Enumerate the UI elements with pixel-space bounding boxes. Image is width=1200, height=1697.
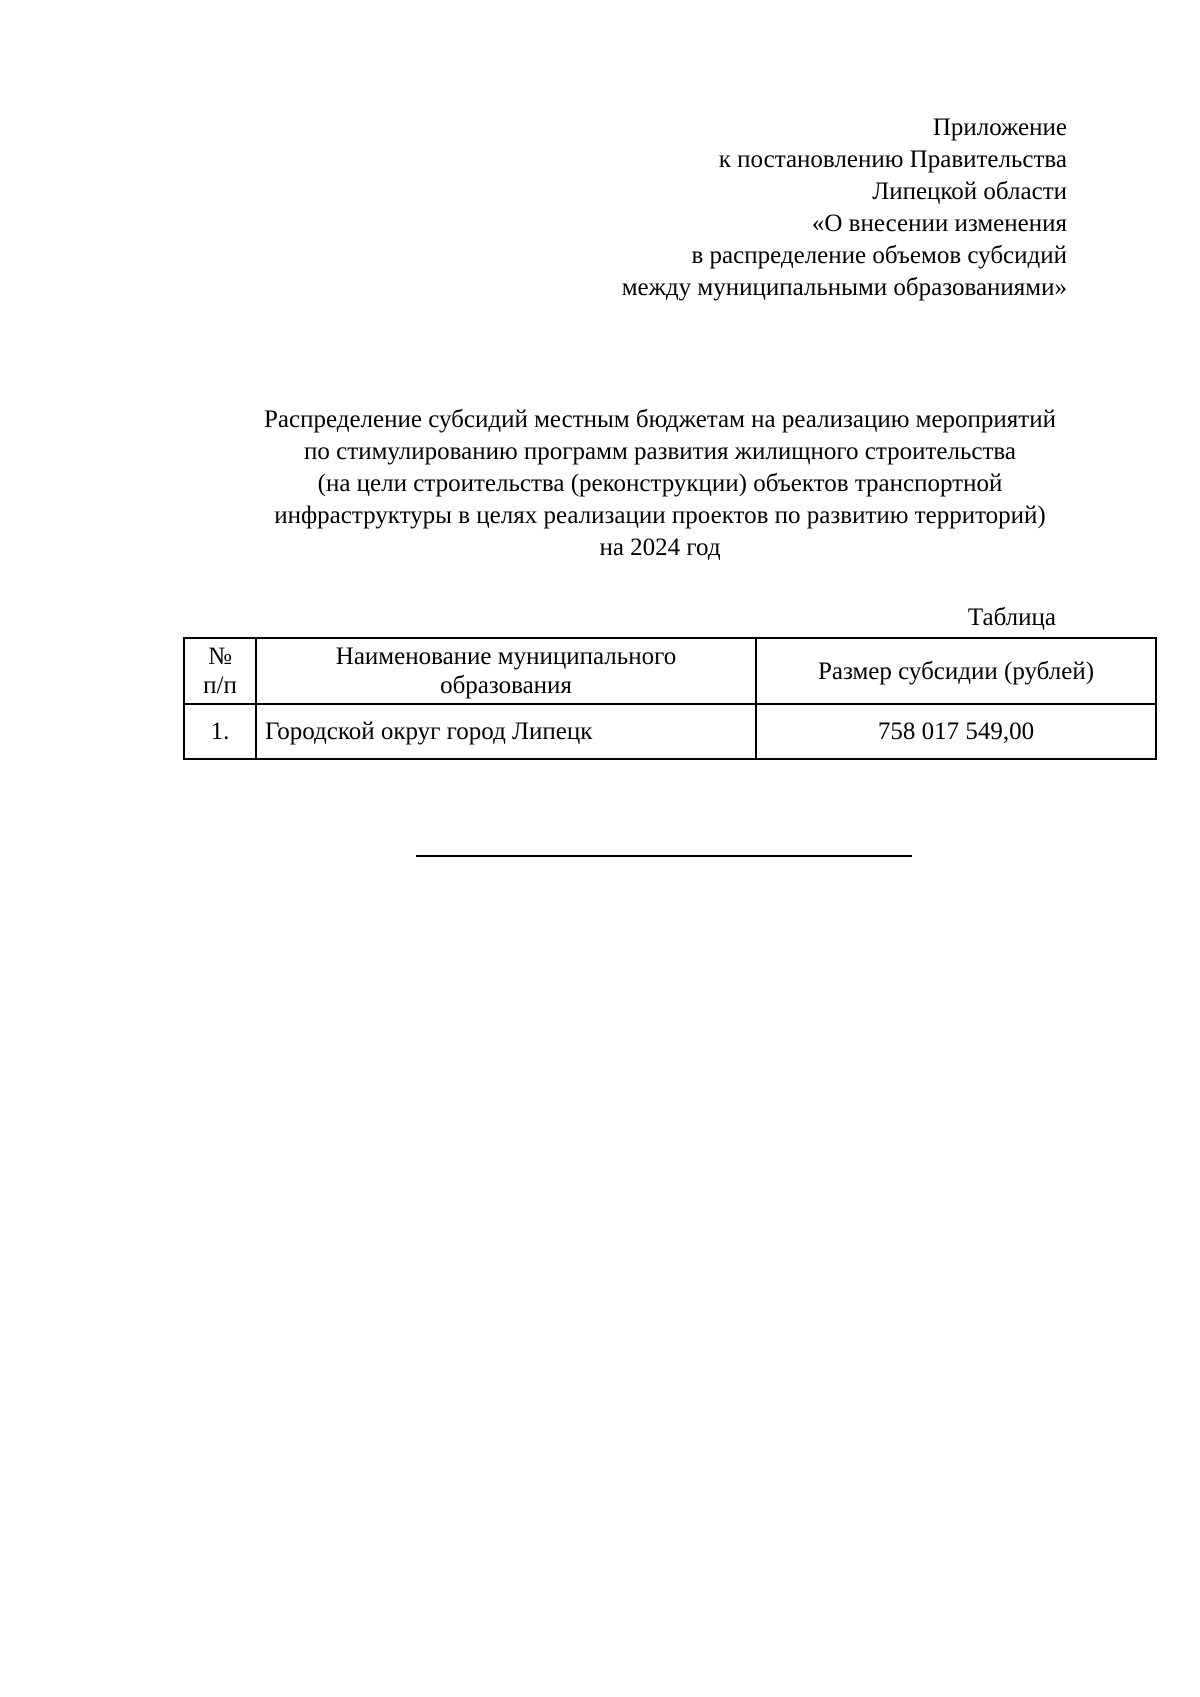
appendix-line: «О внесении изменения <box>811 210 1067 237</box>
header-municipality-line2: образования <box>440 672 572 699</box>
appendix-block <box>507 112 1067 304</box>
table-row <box>184 704 1156 759</box>
appendix-line: в распределение объемов субсидий <box>691 242 1067 269</box>
title-line: инфраструктуры в целях реализации проектов по развитию территорий) <box>274 502 1046 529</box>
header-municipality-line1: Наименование муниципального <box>335 643 677 670</box>
row-amount: 758 017 549,00 <box>756 704 1156 759</box>
title-line: (на цели строительства (реконструкции) объектов транспортной <box>317 470 1003 497</box>
row-municipality: Городской округ город Липецк <box>256 704 756 759</box>
subsidy-table <box>183 637 1157 760</box>
header-number-line1: № <box>208 643 232 670</box>
header-municipality <box>256 638 756 704</box>
appendix-line: Липецкой области <box>872 178 1067 205</box>
header-number <box>184 638 256 704</box>
title-line: Распределение субсидий местным бюджетам на реализацию мероприятий <box>264 406 1056 433</box>
title-line: по стимулированию программ развития жилищного строительства <box>304 438 1016 465</box>
closing-rule <box>416 855 912 857</box>
header-number-line2: п/п <box>203 672 237 699</box>
row-number: 1. <box>184 704 256 759</box>
title-line: на 2024 год <box>599 534 721 561</box>
appendix-line: между муниципальными образованиями» <box>621 274 1067 301</box>
appendix-line: к постановлению Правительства <box>718 146 1067 173</box>
table-header-row <box>184 638 1156 704</box>
appendix-line: Приложение <box>932 114 1067 141</box>
document-title <box>160 404 1160 564</box>
header-amount: Размер субсидии (рублей) <box>756 638 1156 704</box>
table-caption: Таблица <box>967 604 1056 631</box>
